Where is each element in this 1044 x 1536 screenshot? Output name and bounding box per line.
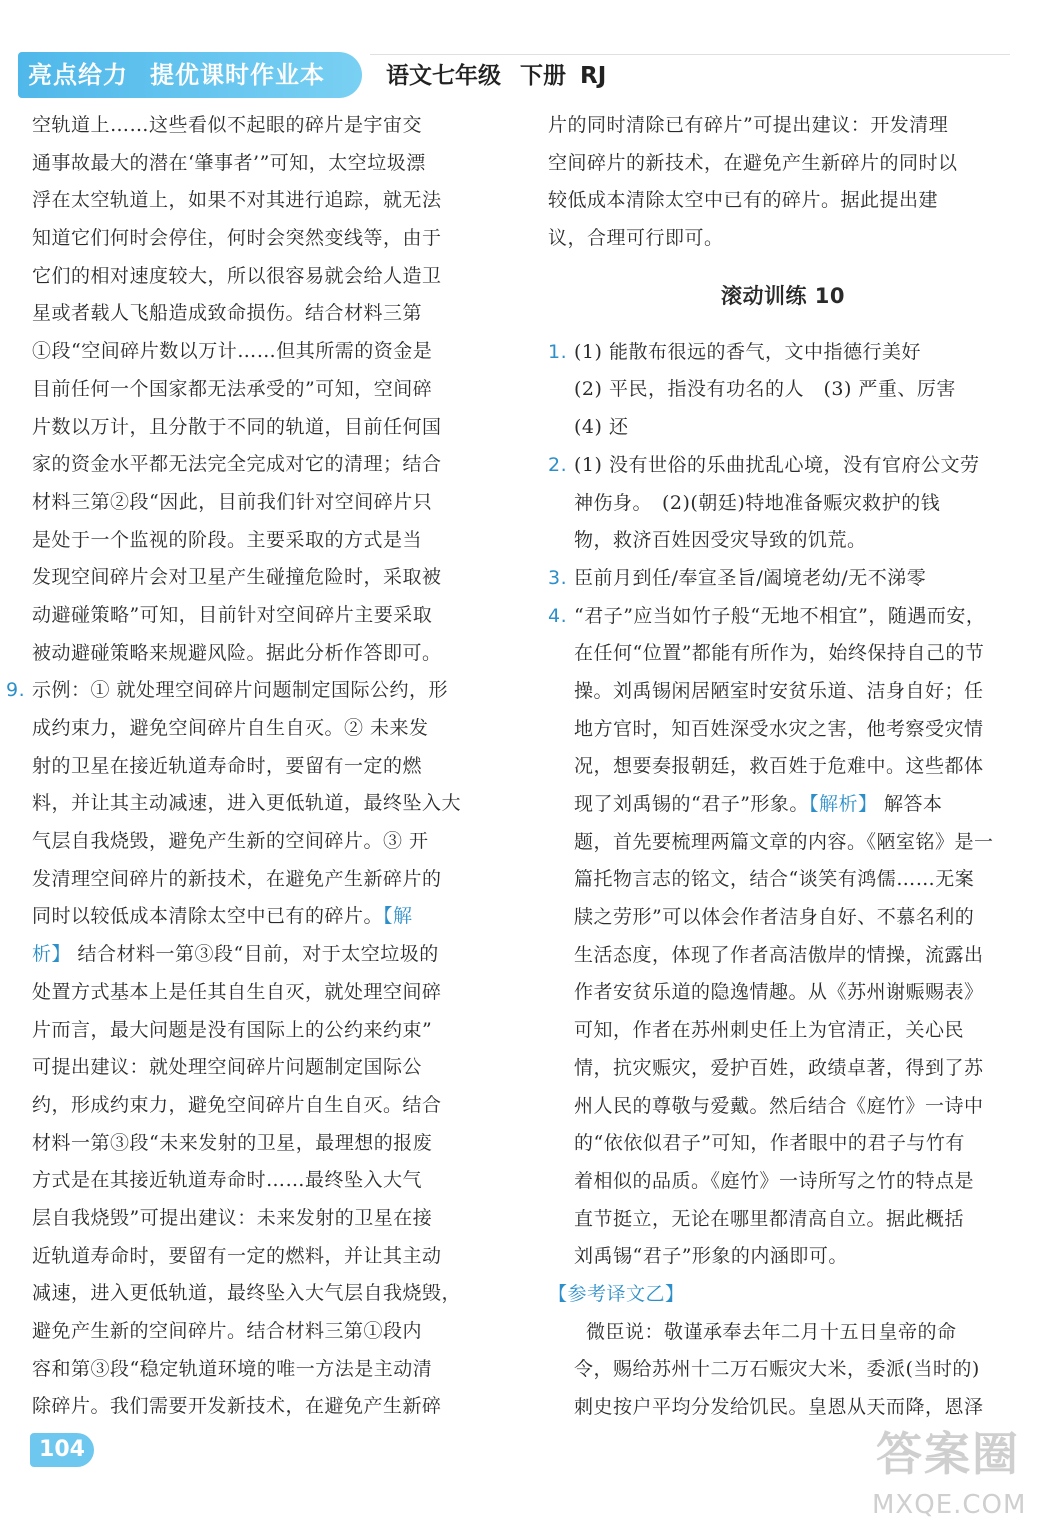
text-line: 牍之劳形”可以体会作者洁身自好、不慕名利的 — [574, 906, 975, 929]
question-2-line — [548, 447, 1018, 485]
text-line: 议，合理可行即可。 — [548, 227, 724, 250]
text-line: 的“依依似君子”可知，作者眼中的君子与竹有 — [574, 1132, 965, 1155]
question-3-line — [548, 560, 1018, 598]
text-line: 地方官时，知百姓深受水灾之害，他考察受灾情 — [574, 717, 984, 740]
text-line: 目前任何一个国家都无法承受的”可知，空间碎 — [32, 377, 433, 400]
question-9-line — [6, 672, 514, 710]
text-line: 情，抗灾赈灾，爱护百姓，政绩卓著，得到了苏 — [574, 1056, 984, 1079]
text-line: 片的同时清除已有碎片”可提出建议：开发清理 — [548, 114, 949, 136]
text-line: 容和第③段“稳定轨道环境的唯一方法是主动清 — [32, 1357, 433, 1380]
text-line: 题，首先要梳理两篇文章的内容。《陋室铭》是一 — [574, 830, 994, 853]
page-number: 104 — [30, 1433, 94, 1467]
text-line: 神伤身。 (2)(朝廷)特地准备赈灾救护的钱 — [574, 491, 941, 514]
text-line: 空轨道上……这些看似不起眼的碎片是宇宙交 — [32, 114, 423, 136]
text-line: 浮在太空轨道上，如果不对其进行追踪，就无法 — [32, 189, 442, 212]
section-title: 滚动训练 10 — [720, 283, 846, 308]
text-line: 空间碎片的新技术，在避免产生新碎片的同时以 — [548, 151, 958, 174]
text-line: 刘禹锡“君子”形象的内涵即可。 — [574, 1245, 848, 1268]
text-line: 较低成本清除太空中已有的碎片。据此提出建 — [548, 189, 939, 212]
left-column — [6, 107, 514, 1426]
text-line: 片数以万计，且分散于不同的轨道，目前任何国 — [32, 415, 442, 438]
question-number: 4. — [548, 604, 568, 627]
answer-text: (1) 能散布很远的香气，文中指德行美好 — [574, 340, 921, 363]
analysis-text: 解答本 — [877, 793, 943, 815]
answer-text: 同时以较低成本清除太空中已有的碎片。 — [32, 905, 384, 928]
text-line: 操。刘禹锡闲居陋室时安贫乐道、洁身自好；任 — [574, 679, 984, 702]
text-line: 是处于一个监视的阶段。主要采取的方式是当 — [32, 528, 423, 551]
text-line: 篇托物言志的铭文，结合“谈笑有鸿儒……无案 — [574, 868, 975, 891]
analysis-tag: 析】 — [32, 943, 72, 966]
text-line: 成约束力，避免空间碎片自生自灭。② 未来发 — [32, 717, 429, 739]
text-line: ①段“空间碎片数以万计……但其所需的资金是 — [32, 340, 433, 363]
text-line — [32, 898, 514, 936]
text-line: 通事故最大的潜在‘肇事者’”可知，太空垃圾漂 — [32, 151, 426, 174]
answer-text: 臣前月到任/奉宣圣旨/阖境老幼/无不涕零 — [574, 566, 927, 589]
text-line: 着相似的品质。《庭竹》一诗所写之竹的特点是 — [574, 1169, 975, 1192]
text-line: 片而言，最大问题是没有国际上的公约来约束” — [32, 1018, 433, 1041]
right-column — [548, 107, 1018, 1427]
text-line: 可知，作者在苏州刺史任上为官清正，关心民 — [574, 1019, 965, 1042]
answer-text: “君子”应当如竹子般“无地不相宜”，随遇而安， — [574, 604, 986, 627]
text-line: 刺史按户平均分发给饥民。皇恩从天而降，恩泽 — [574, 1396, 984, 1418]
text-line: 射的卫星在接近轨道寿命时，要留有一定的燃 — [32, 754, 423, 777]
text-line: 令，赐给苏州十二万石赈灾大米，委派(当时的) — [574, 1358, 980, 1381]
analysis-tag: 【解析】 — [808, 793, 878, 815]
text-line: 约，形成约束力，避免空间碎片自生自灭。结合 — [32, 1093, 442, 1116]
answer-text: (1) 没有世俗的乐曲扰乱心境，没有官府公文劳 — [574, 453, 980, 476]
question-number: 3. — [548, 566, 568, 589]
text-line: 近轨道寿命时，要留有一定的燃料，并让其主动 — [32, 1244, 442, 1267]
text-line: 州人民的尊敬与爱戴。然后结合《庭竹》一诗中 — [574, 1094, 984, 1117]
watermark-url: MXQE.COM — [872, 1490, 1027, 1520]
text-line: 动避碰策略”可知，目前针对空间碎片主要采取 — [32, 603, 433, 626]
translation-tag: 【参考译文乙】 — [548, 1282, 685, 1305]
text-line: 材料一第③段“未来发射的卫星，最理想的报废 — [32, 1131, 433, 1154]
text-line: 生活态度，体现了作者高洁傲岸的情操，流露出 — [574, 943, 984, 966]
header-rule — [370, 54, 1010, 55]
text-line: 家的资金水平都无法完全完成对它的清理；结合 — [32, 453, 442, 476]
series-banner — [18, 52, 362, 98]
text-line: 可提出建议：就处理空间碎片问题制定国际公 — [32, 1056, 423, 1079]
text-line: 被动避碰策略来规避风险。据此分析作答即可。 — [32, 641, 442, 664]
text-line: 除碎片。我们需要开发新技术，在避免产生新碎 — [32, 1395, 442, 1418]
translation-heading — [548, 1276, 1018, 1314]
text-line: (2) 平民，指没有功名的人 (3) 严重、厉害 — [574, 378, 956, 401]
question-1-line — [548, 334, 1018, 372]
text-line: 层自我烧毁”可提出建议：未来发射的卫星在接 — [32, 1206, 433, 1229]
watermark-text: 答案圈 — [876, 1427, 1020, 1481]
text-line: 作者安贫乐道的隐逸情趣。从《苏州谢赈赐表》 — [574, 981, 984, 1004]
text-line: 星或者载人飞船造成致命损伤。结合材料三第 — [32, 302, 423, 325]
text-line: 减速，进入更低轨道，最终坠入大气层自我烧毁， — [32, 1282, 462, 1305]
volume-label: 下册 — [520, 63, 566, 89]
text-line — [32, 936, 514, 974]
text-line: 直节挺立，无论在哪里都清高自立。据此概括 — [574, 1207, 965, 1230]
text-line: 料，并让其主动减速，进入更低轨道，最终坠入大 — [32, 792, 462, 815]
text-line: 物，救济百姓因受灾导致的饥荒。 — [574, 529, 867, 552]
text-line: (4) 还 — [574, 416, 629, 439]
analysis-text: 结合材料一第③段“目前，对于太空垃圾的 — [71, 943, 439, 966]
text-line: 避免产生新的空间碎片。结合材料三第①段内 — [32, 1320, 423, 1342]
text-line: 发清理空间碎片的新技术，在避免产生新碎片的 — [32, 867, 442, 890]
subject-grade: 语文七年级 — [386, 63, 501, 89]
text-line — [548, 786, 1018, 824]
text-line: 在任何“位置”都能有所作为，始终保持自己的节 — [574, 642, 985, 665]
answer-text: 示例：① 就处理空间碎片问题制定国际公约，形 — [32, 679, 449, 702]
text-line: 知道它们何时会停住，何时会突然变线等，由于 — [32, 227, 442, 250]
question-4-line — [548, 598, 1018, 636]
question-number: 1. — [548, 340, 568, 363]
text-line: 处置方式基本上是任其自生自灭，就处理空间碎 — [32, 980, 442, 1003]
question-number: 2. — [548, 453, 568, 476]
banner-brand: 亮点给力 — [28, 61, 128, 89]
banner-series: 提优课时作业本 — [150, 61, 325, 89]
text-line: 气层自我烧毁，避免产生新的空间碎片。③ 开 — [32, 830, 429, 853]
analysis-tag: 【解 — [383, 905, 413, 928]
watermark-logo — [872, 1418, 1032, 1528]
edition-label: RJ — [580, 63, 607, 89]
answer-text: 现了刘禹锡的“君子”形象。 — [574, 793, 809, 815]
question-number: 9. — [6, 679, 26, 702]
text-line: 材料三第②段“因此，目前我们针对空间碎片只 — [32, 490, 433, 513]
text-line: 它们的相对速度较大，所以很容易就会给人造卫 — [32, 264, 442, 287]
text-line: 发现空间碎片会对卫星产生碰撞危险时，采取被 — [32, 566, 442, 589]
text-line: 微臣说：敬谨承奉去年二月十五日皇帝的命 — [586, 1320, 957, 1343]
text-line: 况，想要奏报朝廷，救百姓于危难中。这些都体 — [574, 755, 984, 778]
text-line: 方式是在其接近轨道寿命时……最终坠入大气 — [32, 1169, 423, 1192]
